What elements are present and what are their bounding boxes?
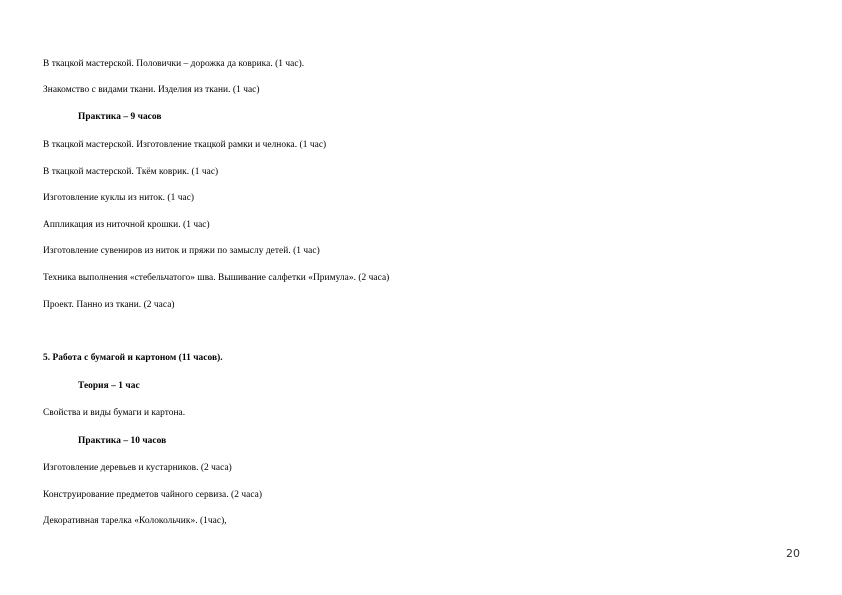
text-line-decorative-plate: Декоративная тарелка «Колокольчик». (1час), [43,516,227,526]
text-line-fabric-panel: Проект. Панно из ткани. (2 часа) [43,300,175,310]
text-line-souvenirs: Изготовление сувениров из ниток и пряжи по замыслу детей. (1 час) [43,246,320,256]
text-line-tea-set: Конструирование предметов чайного сервиза. (2 часа) [43,490,263,500]
text-line-stem-stitch: Техника выполнения «стебельчатого» шва. Вышивание салфетки «Примула». (2 часа) [43,273,390,283]
practice-heading-9-hours: Практика – 9 часов [78,112,162,122]
text-line-thread-applique: Аппликация из ниточной крошки. (1 час) [43,220,210,230]
page-number: 20 [786,547,800,560]
section-heading-paper-cardboard: 5. Работа с бумагой и картоном (11 часов). [43,353,223,363]
text-line-fabric-types: Знакомство с видами ткани. Изделия из ткани. (1 час) [43,85,260,95]
text-line-weaving-rug: В ткацкой мастерской. Ткём коврик. (1 час) [43,167,219,177]
text-line-weaving-frame: В ткацкой мастерской. Изготовление ткацкой рамки и челнока. (1 час) [43,140,327,150]
text-line-paper-properties: Свойства и виды бумаги и картона. [43,408,186,418]
text-line-trees-bushes: Изготовление деревьев и кустарников. (2 часа) [43,463,232,473]
text-line-thread-doll: Изготовление куклы из ниток. (1 час) [43,193,195,203]
theory-heading-1-hour: Теория – 1 час [78,381,140,391]
text-line-weaving-rugs: В ткацкой мастерской. Половички – дорожка да коврика. (1 час). [43,59,305,69]
practice-heading-10-hours: Практика – 10 часов [78,436,167,446]
